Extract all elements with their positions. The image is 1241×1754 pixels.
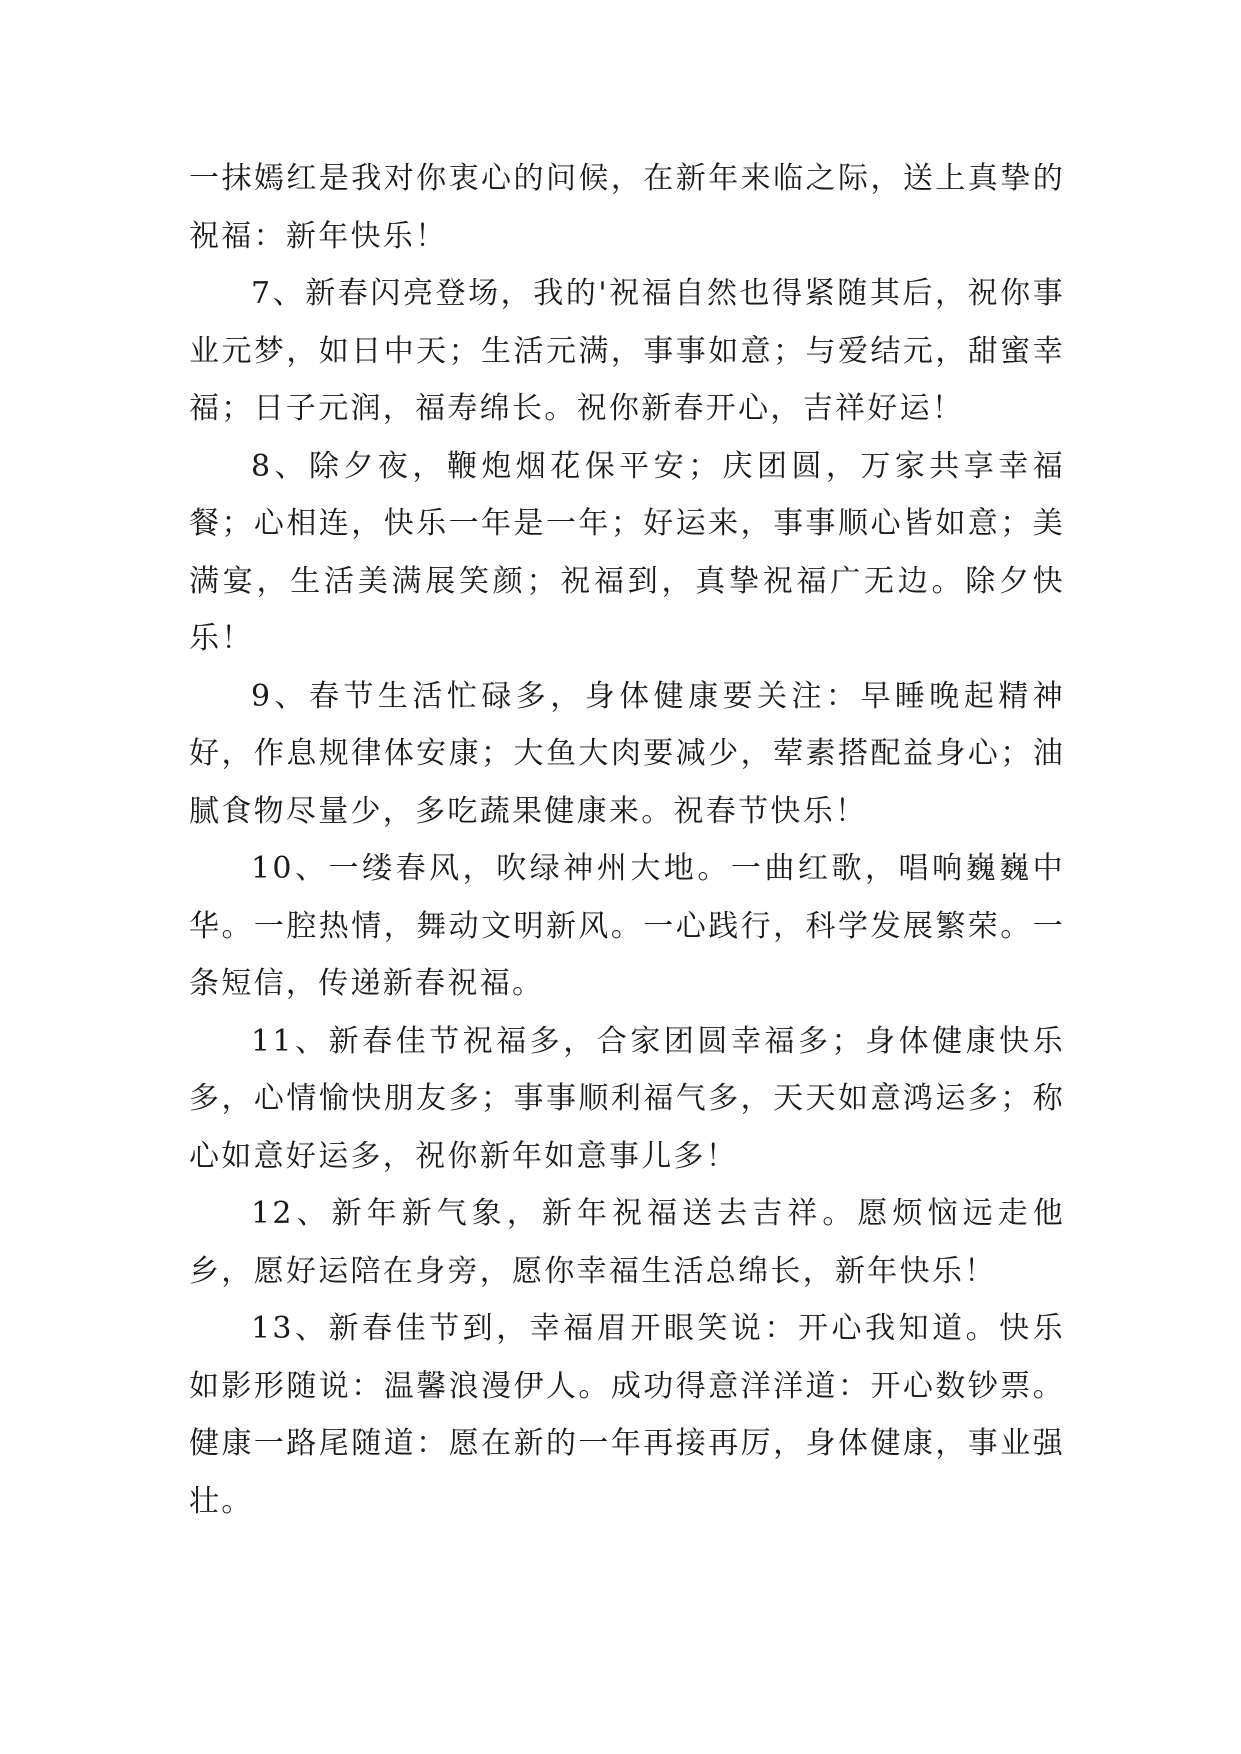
paragraph-item-9: 9、春节生活忙碌多，身体健康要关注：早睡晚起精神好，作息规律体安康；大鱼大肉要减少，荤素搭配益身心；油腻食物尽量少，多吃蔬果健康来。祝春节快乐！ [189, 678, 1065, 829]
paragraph-item-11: 11、新春佳节祝福多，合家团圆幸福多；身体健康快乐多，心情愉快朋友多；事事顺利福气多，天天如意鸿运多；称心如意好运多，祝你新年如意事儿多！ [189, 1023, 1065, 1174]
document-body [189, 150, 1065, 1530]
paragraph-item-12: 12、新年新气象，新年祝福送去吉祥。愿烦恼远走他乡，愿好运陪在身旁，愿你幸福生活总绵长，新年快乐！ [189, 1196, 1065, 1289]
paragraph-item-7: 7、新春闪亮登场，我的'祝福自然也得紧随其后，祝你事业元梦，如日中天；生活元满，事事如意；与爱结元，甜蜜幸福；日子元润，福寿绵长。祝你新春开心，吉祥好运！ [189, 276, 1065, 426]
paragraph-item-13: 13、新春佳节到，幸福眉开眼笑说：开心我知道。快乐如影形随说：温馨浪漫伊人。成功得意洋洋道：开心数钞票。健康一路尾随道：愿在新的一年再接再厉，身体健康，事业强壮。 [189, 1311, 1065, 1519]
paragraph-item-10: 10、一缕春风，吹绿神州大地。一曲红歌，唱响巍巍中华。一腔热情，舞动文明新风。一心践行，科学发展繁荣。一条短信，传递新春祝福。 [189, 851, 1065, 1001]
paragraph-item-8: 8、除夕夜，鞭炮烟花保平安；庆团圆，万家共享幸福餐；心相连，快乐一年是一年；好运来，事事顺心皆如意；美满宴，生活美满展笑颜；祝福到，真挚祝福广无边。除夕快乐！ [189, 448, 1065, 656]
paragraph-continuation: 一抹嫣红是我对你衷心的问候，在新年来临之际，送上真挚的祝福：新年快乐！ [189, 161, 1065, 254]
